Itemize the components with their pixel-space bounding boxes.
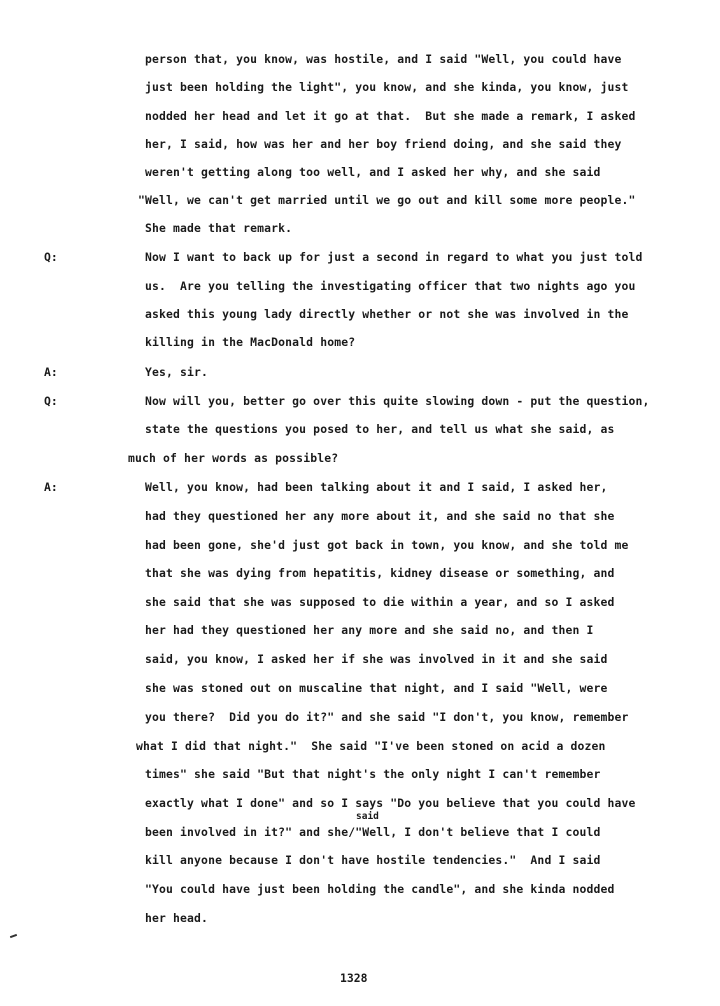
transcript-line: asked this young lady directly whether or not she was involved in the: [145, 307, 629, 321]
margin-mark: [10, 934, 17, 938]
page-number: 1328: [340, 971, 368, 985]
transcript-line: killing in the MacDonald home?: [145, 335, 356, 349]
transcript-line: us. Are you telling the investigating officer that two nights ago you: [145, 279, 636, 293]
transcript-line: said, you know, I asked her if she was involved in it and she said: [145, 652, 608, 666]
transcript-line: times" she said "But that night's the only night I can't remember: [145, 767, 601, 781]
transcript-line: just been holding the light", you know, and she kinda, you know, just: [145, 80, 629, 94]
transcript-line: she was stoned out on muscaline that night, and I said "Well, were: [145, 681, 608, 695]
transcript-line: kill anyone because I don't have hostile tendencies." And I said: [145, 853, 601, 867]
transcript-line: "Well, we can't get married until we go out and kill some more people.": [138, 193, 636, 207]
transcript-line: you there? Did you do it?" and she said "I don't, you know, remember: [145, 710, 629, 724]
transcript-line: nodded her head and let it go at that. But she made a remark, I asked: [145, 109, 636, 123]
answer-label: A:: [44, 480, 58, 494]
question-label: Q:: [44, 394, 58, 408]
transcript-line: person that, you know, was hostile, and I said "Well, you could have: [145, 52, 622, 66]
transcript-line: exactly what I done" and so I says "Do you believe that you could have: [145, 796, 636, 810]
answer-label: A:: [44, 365, 58, 379]
transcript-line: "You could have just been holding the candle", and she kinda nodded: [145, 882, 615, 896]
interlineation: said: [356, 811, 379, 822]
transcript-line: Yes, sir.: [145, 365, 209, 379]
transcript-line: been involved in it?" and she/"Well, I don't believe that I could: [145, 825, 601, 839]
transcript-line: had been gone, she'd just got back in town, you know, and she told me: [145, 538, 629, 552]
transcript-line: what I did that night." She said "I've been stoned on acid a dozen: [136, 739, 606, 753]
transcript-line: Now I want to back up for just a second in regard to what you just told: [145, 250, 643, 264]
transcript-line: Well, you know, had been talking about it and I said, I asked her,: [145, 480, 608, 494]
transcript-line: state the questions you posed to her, and tell us what she said, as: [145, 422, 615, 436]
transcript-line: weren't getting along too well, and I asked her why, and she said: [145, 165, 601, 179]
transcript-line: much of her words as possible?: [128, 451, 339, 465]
transcript-line: her had they questioned her any more and she said no, and then I: [145, 623, 594, 637]
transcript-line: her, I said, how was her and her boy friend doing, and she said they: [145, 137, 622, 151]
transcript-line: her head.: [145, 911, 209, 925]
transcript-line: had they questioned her any more about it, and she said no that she: [145, 509, 615, 523]
question-label: Q:: [44, 250, 58, 264]
transcript-line: that she was dying from hepatitis, kidney disease or something, and: [145, 566, 615, 580]
transcript-line: She made that remark.: [145, 221, 293, 235]
transcript-line: Now will you, better go over this quite slowing down - put the question,: [145, 394, 650, 408]
transcript-line: she said that she was supposed to die within a year, and so I asked: [145, 595, 615, 609]
